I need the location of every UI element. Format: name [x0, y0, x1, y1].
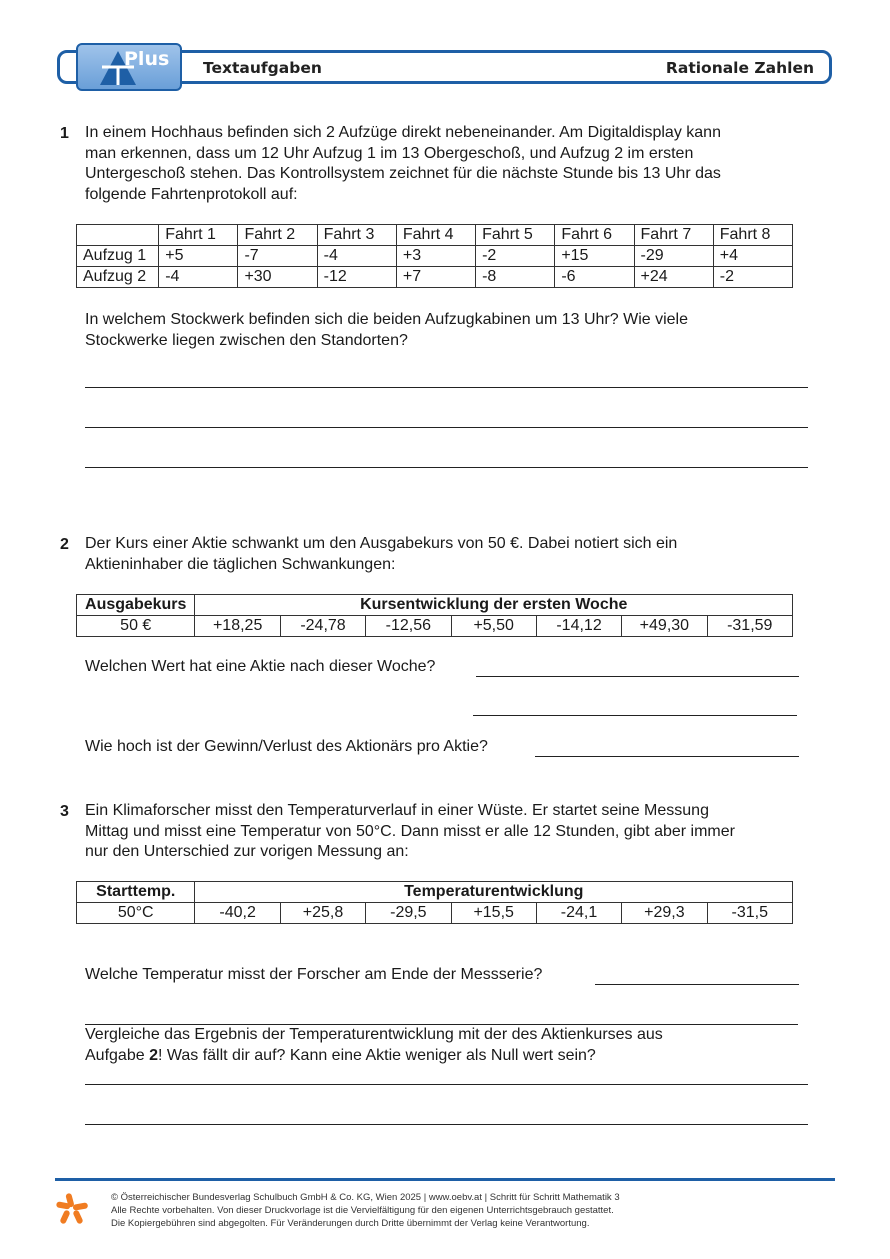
footer-line: © Österreichischer Bundesverlag Schulbuch GmbH & Co. KG, Wien 2025 | www.oebv.at | Schritt für Schritt Mathematik 3: [111, 1192, 620, 1203]
table-cell: -14,12: [536, 616, 621, 637]
footer-copyright: [111, 1191, 620, 1230]
answer-line[interactable]: [535, 756, 799, 757]
table-cell: +49,30: [622, 616, 707, 637]
table-cell: Aufzug 1: [77, 246, 159, 267]
table-cell: Fahrt 7: [634, 225, 713, 246]
task2-question2: Wie hoch ist der Gewinn/Verlust des Aktionärs pro Aktie?: [85, 738, 488, 755]
task3-question2-line: [85, 1046, 825, 1067]
table-cell: +25,8: [280, 903, 365, 924]
publisher-logo-icon: [54, 1190, 90, 1226]
table-header-cell: Ausgabekurs: [77, 595, 195, 616]
temperature-table: [76, 881, 793, 924]
table-cell: +15: [555, 246, 634, 267]
task1-question: [85, 310, 825, 351]
table-row: [77, 267, 793, 288]
table-cell: +18,25: [195, 616, 280, 637]
task3-question2-line: Vergleiche das Ergebnis der Temperaturentwicklung mit der des Aktienkurses aus: [85, 1026, 663, 1043]
table-cell: -7: [238, 246, 317, 267]
footer-divider: [55, 1178, 835, 1181]
answer-line[interactable]: [476, 676, 799, 677]
table-cell: -24,1: [536, 903, 621, 924]
task-reference: 2: [149, 1046, 158, 1064]
table-cell: +5: [159, 246, 238, 267]
table-header-row: [77, 225, 793, 246]
table-cell: Fahrt 2: [238, 225, 317, 246]
task1-text-line: man erkennen, dass um 12 Uhr Aufzug 1 im 13 Obergeschoß, und Aufzug 2 im ersten: [85, 144, 694, 162]
task1-question-line: In welchem Stockwerk befinden sich die beiden Aufzugkabinen um 13 Uhr? Wie viele: [85, 311, 688, 328]
table-cell: -31,5: [707, 903, 792, 924]
answer-line[interactable]: [473, 715, 797, 716]
footer-line: Die Kopiergebühren sind abgegolten. Für Veränderungen durch Dritte übernimmt der Verlag keine Verantwortung.: [111, 1218, 590, 1229]
table-cell: -2: [476, 246, 555, 267]
stock-table: [76, 594, 793, 637]
table-cell: +15,5: [451, 903, 536, 924]
table-cell: -12: [317, 267, 396, 288]
page-title: Textaufgaben: [203, 59, 322, 77]
task3-question1: Welche Temperatur misst der Forscher am Ende der Messserie?: [85, 966, 543, 983]
answer-line[interactable]: [85, 1124, 808, 1125]
table-header-cell: Kursentwicklung der ersten Woche: [195, 595, 793, 616]
table-cell: -6: [555, 267, 634, 288]
answer-line[interactable]: [595, 984, 799, 985]
table-cell: Fahrt 4: [396, 225, 475, 246]
table-cell: Fahrt 3: [317, 225, 396, 246]
table-cell: Fahrt 8: [713, 225, 792, 246]
task-number-3: 3: [60, 803, 69, 820]
table-cell: 50 €: [77, 616, 195, 637]
task1-text: [85, 123, 825, 205]
table-cell: 50°C: [77, 903, 195, 924]
task1-question-line: Stockwerke liegen zwischen den Standorten?: [85, 331, 408, 349]
footer-line: Alle Rechte vorbehalten. Von dieser Druckvorlage ist die Vervielfältigung für den eigenen Unterrichtsgebrauch gestattet.: [111, 1205, 614, 1216]
table-cell: +30: [238, 267, 317, 288]
table-cell: Aufzug 2: [77, 267, 159, 288]
task2-question1: Welchen Wert hat eine Aktie nach dieser Woche?: [85, 658, 436, 675]
table-cell: +3: [396, 246, 475, 267]
table-cell: [77, 225, 159, 246]
task-number-2: 2: [60, 536, 69, 553]
table-cell: Fahrt 1: [159, 225, 238, 246]
table-cell: -29: [634, 246, 713, 267]
answer-line[interactable]: [85, 387, 808, 388]
logo-text: Plus: [124, 48, 170, 70]
table-cell: +5,50: [451, 616, 536, 637]
table-cell: -24,78: [280, 616, 365, 637]
table-cell: -4: [317, 246, 396, 267]
task2-text-line: Aktieninhaber die täglichen Schwankungen:: [85, 555, 396, 573]
table-cell: +24: [634, 267, 713, 288]
table-cell: Fahrt 5: [476, 225, 555, 246]
table-header-cell: Temperaturentwicklung: [195, 882, 793, 903]
table-cell: -40,2: [195, 903, 280, 924]
table-header-cell: Starttemp.: [77, 882, 195, 903]
task2-text-line: Der Kurs einer Aktie schwankt um den Ausgabekurs von 50 €. Dabei notiert sich ein: [85, 535, 678, 552]
table-cell: +7: [396, 267, 475, 288]
elevator-table: [76, 224, 793, 288]
task1-text-line: folgende Fahrtenprotokoll auf:: [85, 185, 298, 203]
table-header-row: [77, 882, 793, 903]
answer-line[interactable]: [85, 1084, 808, 1085]
table-cell: -29,5: [366, 903, 451, 924]
task3-text-line: nur den Unterschied zur vorigen Messung an:: [85, 843, 409, 860]
table-cell: +29,3: [622, 903, 707, 924]
task1-text-line: Untergeschoß stehen. Das Kontrollsystem zeichnet für die nächste Stunde bis 13 Uhr das: [85, 165, 721, 182]
table-cell: -12,56: [366, 616, 451, 637]
answer-line[interactable]: [85, 467, 808, 468]
table-cell: +4: [713, 246, 792, 267]
text-span: ! Was fällt dir auf? Kann eine Aktie weniger als Null wert sein?: [157, 1046, 596, 1064]
task3-text: [85, 801, 825, 863]
table-row: [77, 616, 793, 637]
table-cell: -8: [476, 267, 555, 288]
table-header-row: [77, 595, 793, 616]
table-cell: -31,59: [707, 616, 792, 637]
task2-text: [85, 534, 825, 575]
task3-question2: [85, 1025, 825, 1066]
page-topic: Rationale Zahlen: [665, 59, 814, 77]
answer-line[interactable]: [85, 427, 808, 428]
task3-text-line: Mittag und misst eine Temperatur von 50°C. Dann misst er alle 12 Stunden, gibt aber immer: [85, 822, 735, 840]
task3-text-line: Ein Klimaforscher misst den Temperaturverlauf in einer Wüste. Er startet seine Messung: [85, 802, 709, 819]
table-cell: -4: [159, 267, 238, 288]
task-number-1: 1: [60, 125, 69, 142]
text-span: Aufgabe: [85, 1046, 150, 1064]
task1-text-line: In einem Hochhaus befinden sich 2 Aufzüge direkt nebeneinander. Am Digitaldisplay kann: [85, 124, 721, 141]
table-row: [77, 903, 793, 924]
table-cell: -2: [713, 267, 792, 288]
table-cell: Fahrt 6: [555, 225, 634, 246]
table-row: [77, 246, 793, 267]
